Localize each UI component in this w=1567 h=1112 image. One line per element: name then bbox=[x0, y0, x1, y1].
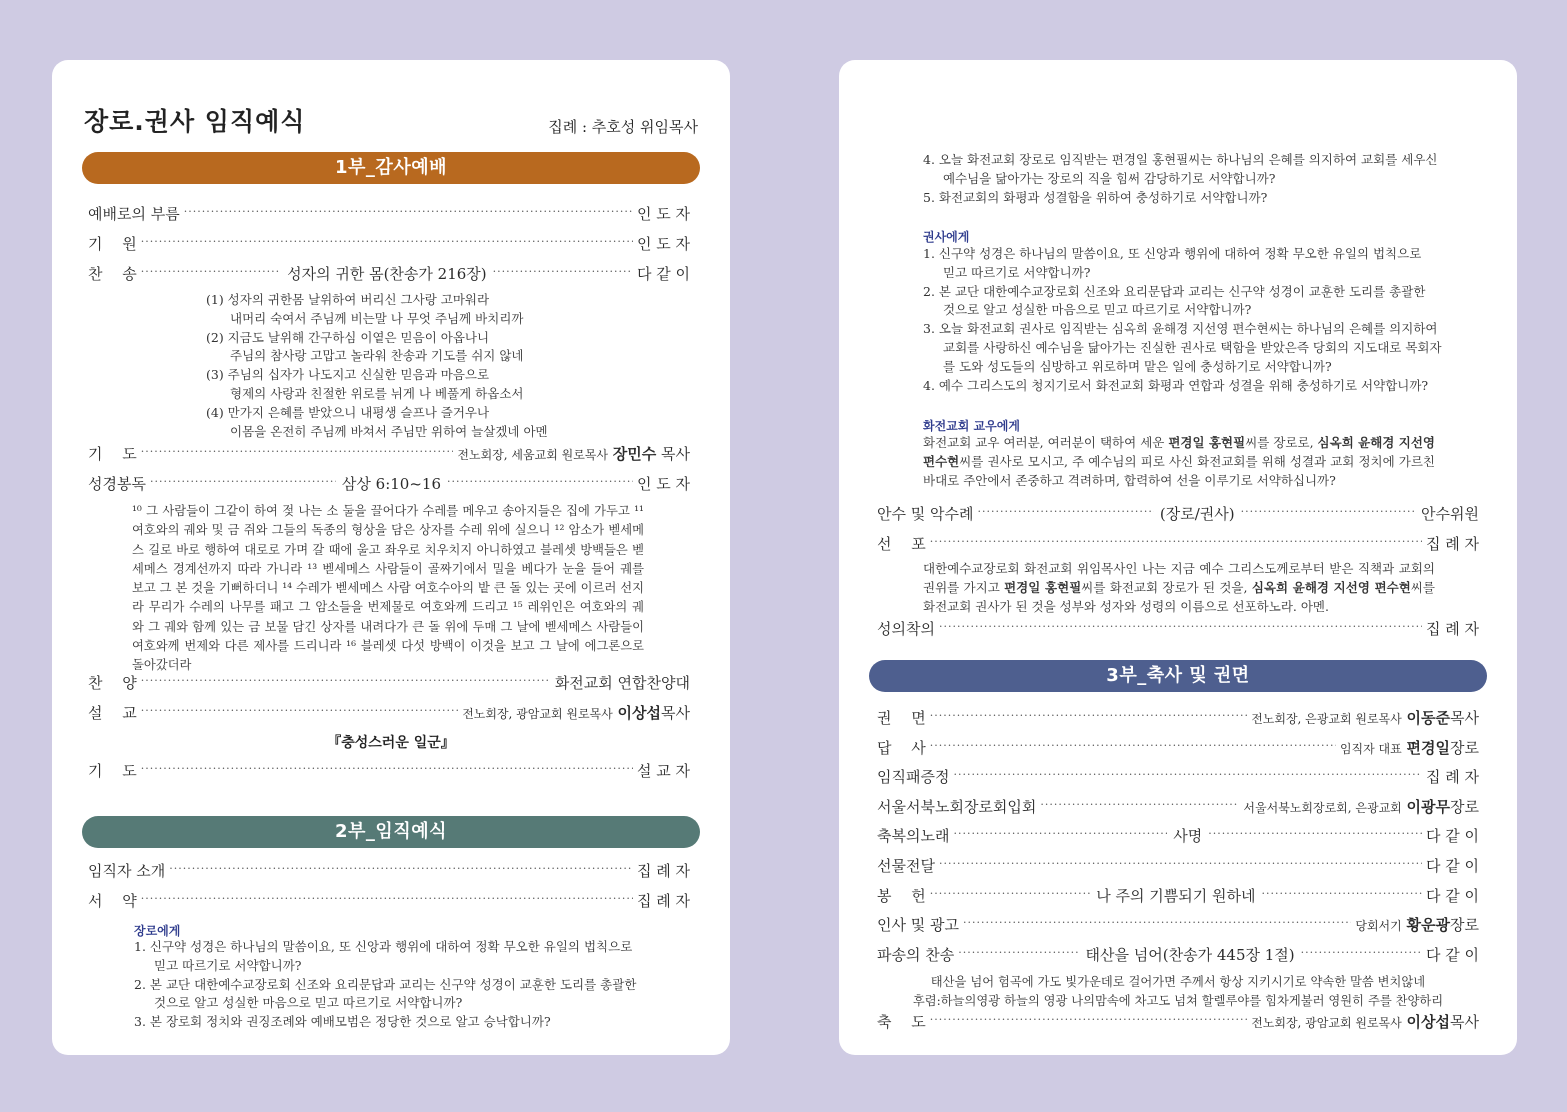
elder-vows-label: 장로에게 bbox=[134, 924, 181, 938]
item-label: 선 포 bbox=[877, 534, 926, 553]
order-item-hymn bbox=[88, 262, 690, 284]
hymn-line: 형제의 사랑과 친절한 위로를 뉘게 나 베풀게 하옵소서 bbox=[230, 385, 524, 401]
item-middle: 삼상 6:10~16 bbox=[341, 474, 442, 493]
deaconess-names: 심옥희 윤해경 지선영 편수현 bbox=[923, 435, 1435, 469]
leader-dots bbox=[930, 1010, 1247, 1032]
leader-dots bbox=[1241, 502, 1417, 524]
leader-dots bbox=[1040, 795, 1239, 817]
deaconess-names: 심옥희 윤해경 지선영 편수현 bbox=[1251, 579, 1411, 595]
item-title: 목사 bbox=[656, 444, 690, 463]
vow-line: 1. 신구약 성경은 하나님의 말씀이요, 또 신앙과 행위에 대하여 정확 무오한 유일의 법칙으로 bbox=[923, 246, 1422, 261]
order-item-prayer bbox=[88, 442, 690, 464]
elder-names: 편경일 홍현필 bbox=[1168, 435, 1246, 450]
leader-dots bbox=[1261, 884, 1422, 906]
item-role: 서울서북노회장로회, 은광교회 bbox=[1243, 800, 1402, 815]
item-label: 기 도 bbox=[88, 444, 137, 463]
leader-dots bbox=[953, 824, 1167, 846]
leader-dots bbox=[141, 701, 458, 723]
leader-dots bbox=[939, 617, 1422, 639]
item-right: 집 례 자 bbox=[1425, 619, 1479, 638]
item-title: 목사 bbox=[661, 703, 690, 722]
item-label: 축복의노래 bbox=[877, 826, 950, 845]
item-label: 임직자 소개 bbox=[88, 861, 166, 880]
item-label: 기 원 bbox=[88, 234, 137, 253]
vow-line: 5. 화전교회의 화평과 성결함을 위하여 충성하기로 서약합니까? bbox=[923, 189, 1268, 205]
item-label: 서울서북노회장로회입회 bbox=[877, 797, 1037, 816]
leader-dots bbox=[141, 759, 633, 781]
item-label: 안수 및 악수례 bbox=[877, 504, 974, 523]
left-page bbox=[52, 60, 730, 1055]
order-item-sending-hymn bbox=[877, 943, 1479, 965]
vow-line: 교회를 사랑하신 예수님을 닮아가는 진실한 권사로 택함을 받았은즉 당회의 지도대로 목회자 bbox=[943, 339, 1442, 355]
proclamation-text bbox=[923, 560, 1435, 616]
hymn-line: (1) 성자의 귀한몸 날위하여 버리신 그사랑 고마워라 bbox=[206, 292, 490, 307]
item-right: 다 같 이 bbox=[1425, 945, 1479, 964]
vow-line: 것으로 알고 성실한 마음으로 믿고 따르기로 서약합니까? bbox=[943, 302, 1252, 318]
item-label: 찬 송 bbox=[88, 264, 137, 283]
hymn-lyrics bbox=[206, 291, 626, 441]
hymn-line: 주님의 참사랑 고맙고 놀라워 찬송과 기도를 쉬지 않네 bbox=[230, 348, 524, 364]
item-label: 인사 및 광고 bbox=[877, 915, 959, 934]
item-label: 예배로의 부름 bbox=[88, 204, 180, 223]
item-label: 권 면 bbox=[877, 708, 926, 727]
vow-line: 4. 예수 그리스도의 청지기로서 화전교회 화평과 연합과 성결을 위해 충성하기로 서약합니까? bbox=[923, 377, 1429, 393]
leader-dots bbox=[150, 472, 336, 494]
item-title: 장로 bbox=[1450, 738, 1479, 757]
hymn-line: (4) 만가지 은혜를 받았으니 내평생 슬프나 즐거우나 bbox=[206, 404, 490, 420]
text-run: 씨를 장로로, bbox=[1245, 435, 1318, 450]
elder-names: 편경일 홍현필 bbox=[1004, 579, 1082, 595]
item-label: 선물전달 bbox=[877, 856, 935, 875]
leader-dots bbox=[930, 736, 1336, 758]
vow-line: 믿고 따르기로 서약합니까? bbox=[154, 957, 302, 973]
item-role: 임직자 대표 bbox=[1339, 741, 1402, 756]
item-right: 설 교 자 bbox=[636, 761, 690, 780]
item-label: 설 교 bbox=[88, 703, 137, 722]
item-right: 집 례 자 bbox=[636, 891, 690, 910]
document-title: 장로.권사 임직예식 bbox=[84, 107, 306, 136]
part3-banner: 3부_축사 및 권면 bbox=[869, 660, 1487, 692]
order-item-invocation bbox=[88, 232, 690, 254]
congregation-vow-text bbox=[923, 434, 1435, 490]
item-label: 기 도 bbox=[88, 761, 137, 780]
item-right: 집 례 자 bbox=[636, 861, 690, 880]
item-person: 이광무 bbox=[1406, 797, 1451, 816]
vow-line: 2. 본 교단 대한예수교장로회 신조와 요리문답과 교리는 신구약 성경이 교훈한 도리를 총괄한 bbox=[134, 976, 637, 992]
leader-dots bbox=[958, 943, 1079, 965]
text-run: 씨를 화전교회 권사가 된 것을 성부와 성자와 성령의 이름으로 선포하노라. 아멘. bbox=[923, 579, 1435, 614]
item-middle: (장로/권사) bbox=[1159, 504, 1235, 523]
order-item-proclamation bbox=[877, 532, 1479, 554]
item-title: 장로 bbox=[1450, 915, 1479, 934]
order-item-vows bbox=[88, 889, 690, 911]
order-item-offering bbox=[877, 884, 1479, 906]
item-label: 축 도 bbox=[877, 1012, 926, 1031]
elder-vows bbox=[134, 938, 636, 1032]
vow-line: 1. 신구약 성경은 하나님의 말씀이요, 또 신앙과 행위에 대하여 정확 무오한 유일의 법칙으로 bbox=[134, 939, 633, 954]
elder-vows-continued bbox=[923, 151, 1438, 207]
leader-dots bbox=[930, 706, 1247, 728]
order-item-plaque bbox=[877, 765, 1479, 787]
hymn-line: (2) 지금도 날위해 간구하심 이옅은 믿음이 아옵나니 bbox=[206, 329, 490, 345]
item-right: 다 같 이 bbox=[1425, 826, 1479, 845]
order-item-presbytery-admission bbox=[877, 795, 1479, 817]
item-right: 안수위원 bbox=[1421, 504, 1479, 523]
sending-hymn-lyrics bbox=[839, 973, 1517, 1011]
congregation-label: 화전교회 교우에게 bbox=[923, 419, 1020, 433]
item-middle: 나 주의 기쁨되기 원하네 bbox=[1096, 886, 1256, 905]
hymn-line: (3) 주님의 십자가 나도지고 신실한 믿음과 마음으로 bbox=[206, 367, 490, 383]
item-middle: 성자의 귀한 몸(찬송가 216장) bbox=[287, 264, 487, 283]
order-item-sermon bbox=[88, 701, 690, 723]
item-label: 서 약 bbox=[88, 891, 137, 910]
leader-dots bbox=[184, 202, 633, 224]
item-label: 성의착의 bbox=[877, 619, 935, 638]
item-right: 화전교회 연합찬양대 bbox=[554, 673, 690, 692]
leader-dots bbox=[447, 472, 633, 494]
vow-line: 3. 오늘 화전교회 권사로 임직받는 심옥희 윤해경 지선영 편수현씨는 하나님의 은혜를 의지하여 bbox=[923, 321, 1438, 337]
item-right: 다 같 이 bbox=[1425, 886, 1479, 905]
item-right: 인 도 자 bbox=[636, 234, 690, 253]
leader-dots bbox=[963, 913, 1351, 935]
deaconess-vows-label: 권사에게 bbox=[923, 230, 970, 244]
item-right: 다 같 이 bbox=[636, 264, 690, 283]
order-item-laying-on-hands bbox=[877, 502, 1479, 524]
vow-line: 를 도와 성도들의 심방하고 위로하며 맡은 일에 충성하기로 서약합니까? bbox=[943, 358, 1332, 374]
item-label: 찬 양 bbox=[88, 673, 137, 692]
hymn-line: 내머리 숙여서 주님께 비는말 나 무엇 주님께 바치리까 bbox=[230, 310, 524, 326]
vow-line: 2. 본 교단 대한예수교장로회 신조와 요리문답과 교리는 신구약 성경이 교훈한 도리를 총괄한 bbox=[923, 283, 1426, 299]
item-person: 이동준 bbox=[1406, 708, 1451, 727]
order-item-anthem bbox=[88, 671, 690, 693]
order-item-exhortation bbox=[877, 706, 1479, 728]
vow-line: 예수님을 닮아가는 장로의 직을 힘써 감당하기로 서약합니까? bbox=[943, 170, 1276, 186]
leader-dots bbox=[1208, 824, 1422, 846]
item-title: 장로 bbox=[1450, 797, 1479, 816]
item-right: 집 례 자 bbox=[1425, 767, 1479, 786]
leader-dots bbox=[141, 889, 633, 911]
vow-line: 3. 본 장로회 정치와 권징조례와 예배모범은 정당한 것으로 알고 승낙합니까? bbox=[134, 1014, 551, 1030]
leader-dots bbox=[953, 765, 1422, 787]
order-item-response bbox=[877, 736, 1479, 758]
item-person: 장민수 bbox=[612, 444, 657, 463]
order-item-blessing-song bbox=[877, 824, 1479, 846]
leader-dots bbox=[141, 671, 551, 693]
item-right: 집 례 자 bbox=[1425, 534, 1479, 553]
text-run: 씨를 권사로 모시고, 주 예수님의 피로 사신 화전교회를 위해 성결과 교회 정치에 가르친 바대로 주안에서 존중하고 격려하며, 합력하여 선을 이루기로 서약하십니까? bbox=[923, 453, 1435, 488]
leader-dots bbox=[977, 502, 1153, 524]
order-item-vestment bbox=[877, 617, 1479, 639]
deaconess-vows bbox=[923, 245, 1442, 395]
vow-line: 믿고 따르기로 서약합니까? bbox=[943, 264, 1091, 280]
leader-dots bbox=[930, 532, 1422, 554]
item-role: 전노회장, 은광교회 원로목사 bbox=[1251, 711, 1402, 726]
item-title: 목사 bbox=[1450, 708, 1479, 727]
part1-banner: 1부_감사예배 bbox=[82, 152, 700, 184]
item-right: 인 도 자 bbox=[636, 204, 690, 223]
leader-dots bbox=[141, 262, 281, 284]
right-page bbox=[839, 60, 1517, 1055]
text-run: 대한예수교장로회 화전교회 위임목사인 나는 지금 예수 그리스도께로부터 받은 직책과 교회의 권위를 가지고 bbox=[923, 561, 1435, 595]
leader-dots bbox=[141, 442, 454, 464]
item-role: 전노회장, 광암교회 원로목사 bbox=[462, 706, 613, 721]
part2-banner: 2부_임직예식 bbox=[82, 816, 700, 848]
item-person: 이상섭 bbox=[617, 703, 662, 722]
item-title: 목사 bbox=[1450, 1012, 1479, 1031]
leader-dots bbox=[493, 262, 633, 284]
text-run: 씨를 화전교회 장로가 된 것을, bbox=[1081, 579, 1252, 595]
item-label: 성경봉독 bbox=[88, 474, 146, 493]
item-label: 봉 헌 bbox=[877, 886, 926, 905]
order-item-announcements bbox=[877, 913, 1479, 935]
item-middle: 사명 bbox=[1173, 826, 1203, 845]
item-role: 당회서기 bbox=[1355, 918, 1402, 933]
order-item-scripture-reading bbox=[88, 472, 690, 494]
hymn-line: 태산을 넘어 험곡에 가도 빛가운데로 걸어가면 주께서 항상 지키시기로 약속한 말씀 변치않네 bbox=[930, 975, 1426, 989]
vow-line: 4. 오늘 화전교회 장로로 임직받는 편경일 홍현필씨는 하나님의 은혜를 의지하여 교회를 세우신 bbox=[923, 152, 1438, 167]
leader-dots bbox=[141, 232, 633, 254]
item-role: 전노회장, 광암교회 원로목사 bbox=[1251, 1015, 1402, 1030]
leader-dots bbox=[930, 884, 1091, 906]
item-label: 답 사 bbox=[877, 738, 926, 757]
item-person: 황운광 bbox=[1406, 915, 1451, 934]
item-person: 편경일 bbox=[1406, 738, 1451, 757]
item-middle: 태산을 넘어(찬송가 445장 1절) bbox=[1085, 945, 1295, 964]
leader-dots bbox=[939, 854, 1422, 876]
order-item-call-to-worship bbox=[88, 202, 690, 224]
item-label: 파송의 찬송 bbox=[877, 945, 955, 964]
scripture-text: ¹⁰ 그 사람들이 그같이 하여 젖 나는 소 둘을 끌어다가 수레를 메우고 송아지들은 집에 가두고 ¹¹ 여호와의 궤와 및 금 쥐와 그들의 독종의 형상을 담은 상자를 수레 위에 실으니 ¹² 암소가 벧세메스 길로 바로 행하여 대로로 가며 갈 때에 울고 좌우로 치우치지 아니하였고 블레셋 방백들은 벧세메스 경계선까지 따라 가니라 ¹³ 벧세메스 사람들이 골짜기에서 밀을 베다가 눈을 들어 궤를 보고 그 본 것을 기뻐하더니 ¹⁴ 수레가 벧세메스 사람 여호수아의 밭 큰 돌 있는 곳에 이르러 선지라 무리가 수레의 나무를 패고 그 암소들을 번제물로 여호와께 드리고 ¹⁵ 레위인은 여호와의 궤와 그 궤와 함께 있는 금 보물 담긴 상자를 내려다가 큰 돌 위에 두매 그 날에 벧세메스 사람들이 여호와께 번제와 다른 제사를 드리니라 ¹⁶ 블레셋 다섯 방백이 이것을 보고 그 날에 에그론으로 돌아갔더라 bbox=[132, 504, 644, 673]
hymn-line: 이몸을 온전히 주님께 바쳐서 주님만 위하여 늘살겠네 아멘 bbox=[230, 423, 548, 439]
order-item-introduction bbox=[88, 859, 690, 881]
order-item-benediction bbox=[877, 1010, 1479, 1032]
sermon-title: 『충성스러운 일군』 bbox=[327, 735, 455, 751]
leader-dots bbox=[1301, 943, 1422, 965]
hymn-line: 후렴:하늘의영광 하늘의 영광 나의맘속에 차고도 넘쳐 할렐루야를 힘차게불러 영원히 주를 찬양하리 bbox=[912, 993, 1444, 1008]
item-right: 인 도 자 bbox=[636, 474, 690, 493]
order-item-closing-prayer bbox=[88, 759, 690, 781]
item-right: 다 같 이 bbox=[1425, 856, 1479, 875]
officiant-line: 집례 : 추호성 위임목사 bbox=[548, 118, 698, 136]
text-run: 화전교회 교우 여러분, 여러분이 택하여 세운 bbox=[923, 435, 1169, 450]
leader-dots bbox=[169, 859, 633, 881]
item-person: 이상섭 bbox=[1406, 1012, 1451, 1031]
item-label: 임직패증정 bbox=[877, 767, 950, 786]
order-item-gifts bbox=[877, 854, 1479, 876]
vow-line: 것으로 알고 성실한 마음으로 믿고 따르기로 서약합니까? bbox=[154, 995, 463, 1011]
item-role: 전노회장, 세움교회 원로목사 bbox=[457, 447, 608, 462]
